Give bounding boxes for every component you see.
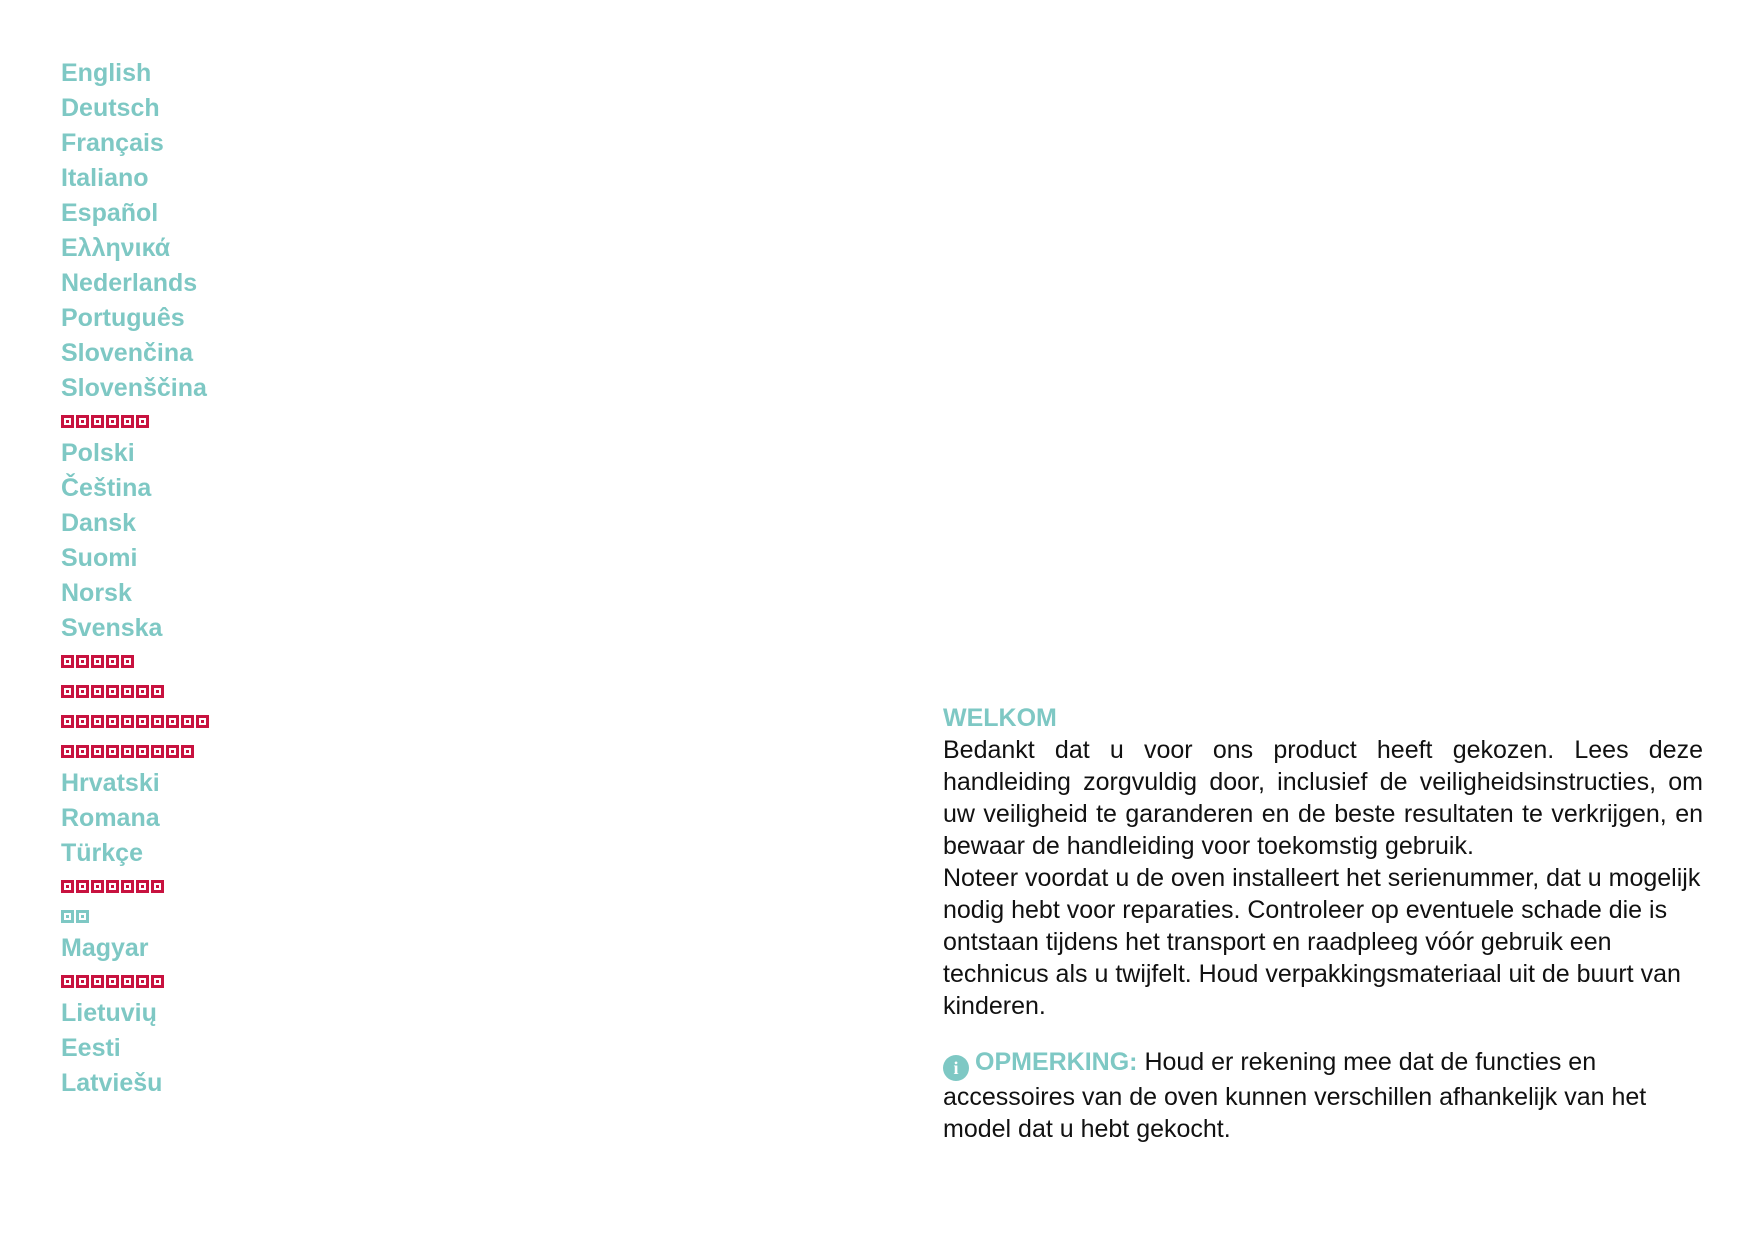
missing-glyph-icon xyxy=(106,715,119,728)
welcome-title: WELKOM xyxy=(943,704,1057,732)
missing-glyph-icon xyxy=(61,415,74,428)
language-item[interactable]: Ελληνικά xyxy=(61,234,171,262)
missing-glyph-icon xyxy=(91,745,104,758)
language-item[interactable]: Latviešu xyxy=(61,1069,163,1097)
missing-glyph-icon xyxy=(181,745,194,758)
language-item[interactable]: Romana xyxy=(61,804,160,832)
language-item[interactable]: Português xyxy=(61,304,185,332)
note xyxy=(943,1046,1703,1145)
missing-glyph-icon xyxy=(121,745,134,758)
missing-glyph-icon xyxy=(76,745,89,758)
missing-glyph-icon xyxy=(76,715,89,728)
missing-glyph-icon xyxy=(91,685,104,698)
missing-glyph-icon xyxy=(121,415,134,428)
language-item[interactable]: Italiano xyxy=(61,164,149,192)
missing-glyph-icon xyxy=(61,910,74,923)
missing-glyph-icon xyxy=(136,975,149,988)
language-list xyxy=(61,56,361,1101)
missing-glyph-icon xyxy=(76,415,89,428)
language-item[interactable]: Svenska xyxy=(61,614,163,642)
language-item[interactable] xyxy=(61,676,361,706)
missing-glyph-icon xyxy=(76,975,89,988)
missing-glyph-icon xyxy=(61,715,74,728)
missing-glyph-icon xyxy=(121,975,134,988)
missing-glyph-icon xyxy=(61,655,74,668)
missing-glyph-icon xyxy=(151,975,164,988)
missing-glyph-icon xyxy=(106,415,119,428)
missing-glyph-icon xyxy=(91,975,104,988)
language-item[interactable]: Français xyxy=(61,129,164,157)
language-item[interactable]: Norsk xyxy=(61,579,132,607)
missing-glyph-icon xyxy=(91,715,104,728)
language-item[interactable]: Türkçe xyxy=(61,839,143,867)
missing-glyph-icon xyxy=(181,715,194,728)
missing-glyph-icon xyxy=(106,975,119,988)
missing-glyph-icon xyxy=(106,685,119,698)
language-item[interactable]: Dansk xyxy=(61,509,137,537)
note-text: Houd er rekening mee dat de functies en accessoires van de oven kunnen verschillen afhankelijk van het model dat u hebt gekocht. xyxy=(943,1048,1647,1143)
missing-glyph-icon xyxy=(121,655,134,668)
missing-glyph-icon xyxy=(91,415,104,428)
missing-glyph-icon xyxy=(106,880,119,893)
language-item[interactable] xyxy=(61,706,361,736)
missing-glyph-icon xyxy=(121,880,134,893)
missing-glyph-icon xyxy=(136,715,149,728)
welcome-section xyxy=(943,702,1703,1145)
note-label: OPMERKING: xyxy=(975,1048,1138,1076)
language-item[interactable]: Nederlands xyxy=(61,269,198,297)
language-item[interactable]: Slovenščina xyxy=(61,374,207,402)
missing-glyph-icon xyxy=(76,880,89,893)
language-item[interactable]: Español xyxy=(61,199,159,227)
info-icon: i xyxy=(943,1055,969,1081)
missing-glyph-icon xyxy=(76,685,89,698)
language-item[interactable] xyxy=(61,871,361,901)
missing-glyph-icon xyxy=(151,745,164,758)
language-item[interactable] xyxy=(61,736,361,766)
missing-glyph-icon xyxy=(106,655,119,668)
language-item[interactable]: Polski xyxy=(61,439,135,467)
missing-glyph-icon xyxy=(166,715,179,728)
missing-glyph-icon xyxy=(91,880,104,893)
missing-glyph-icon xyxy=(166,745,179,758)
language-item[interactable] xyxy=(61,646,361,676)
missing-glyph-icon xyxy=(76,655,89,668)
language-item[interactable]: Hrvatski xyxy=(61,769,160,797)
missing-glyph-icon xyxy=(91,655,104,668)
language-item[interactable]: Slovenčina xyxy=(61,339,193,367)
missing-glyph-icon xyxy=(76,910,89,923)
language-item[interactable]: Eesti xyxy=(61,1034,121,1062)
missing-glyph-icon xyxy=(61,880,74,893)
missing-glyph-icon xyxy=(61,975,74,988)
language-item[interactable]: Magyar xyxy=(61,934,149,962)
missing-glyph-icon xyxy=(151,685,164,698)
missing-glyph-icon xyxy=(151,880,164,893)
missing-glyph-icon xyxy=(136,685,149,698)
welcome-paragraph-1: Bedankt dat u voor ons product heeft gekozen. Lees deze handleiding zorgvuldig door, inclusief de veiligheidsinstructies, om uw veiligheid te garanderen en de beste resultaten te verkrijgen, en bewaar de handleiding voor toekomstig gebruik. xyxy=(943,736,1703,860)
language-item[interactable] xyxy=(61,966,361,996)
missing-glyph-icon xyxy=(136,880,149,893)
language-item[interactable] xyxy=(61,901,361,931)
missing-glyph-icon xyxy=(121,715,134,728)
missing-glyph-icon xyxy=(106,745,119,758)
welcome-paragraph-2: Noteer voordat u de oven installeert het serienummer, dat u mogelijk nodig hebt voor reparaties. Controleer op eventuele schade die is ontstaan tijdens het transport en raadpleeg vóór gebruik een technicus als u twijfelt. Houd verpakkingsmateriaal uit de buurt van kinderen. xyxy=(943,864,1701,1020)
missing-glyph-icon xyxy=(61,685,74,698)
language-item[interactable]: Suomi xyxy=(61,544,138,572)
language-item[interactable]: Lietuvių xyxy=(61,999,157,1027)
missing-glyph-icon xyxy=(61,745,74,758)
language-item[interactable]: Čeština xyxy=(61,474,152,502)
missing-glyph-icon xyxy=(196,715,209,728)
language-item[interactable]: Deutsch xyxy=(61,94,160,122)
missing-glyph-icon xyxy=(136,745,149,758)
missing-glyph-icon xyxy=(136,415,149,428)
missing-glyph-icon xyxy=(151,715,164,728)
language-item[interactable]: English xyxy=(61,59,152,87)
language-item[interactable] xyxy=(61,406,361,436)
missing-glyph-icon xyxy=(121,685,134,698)
